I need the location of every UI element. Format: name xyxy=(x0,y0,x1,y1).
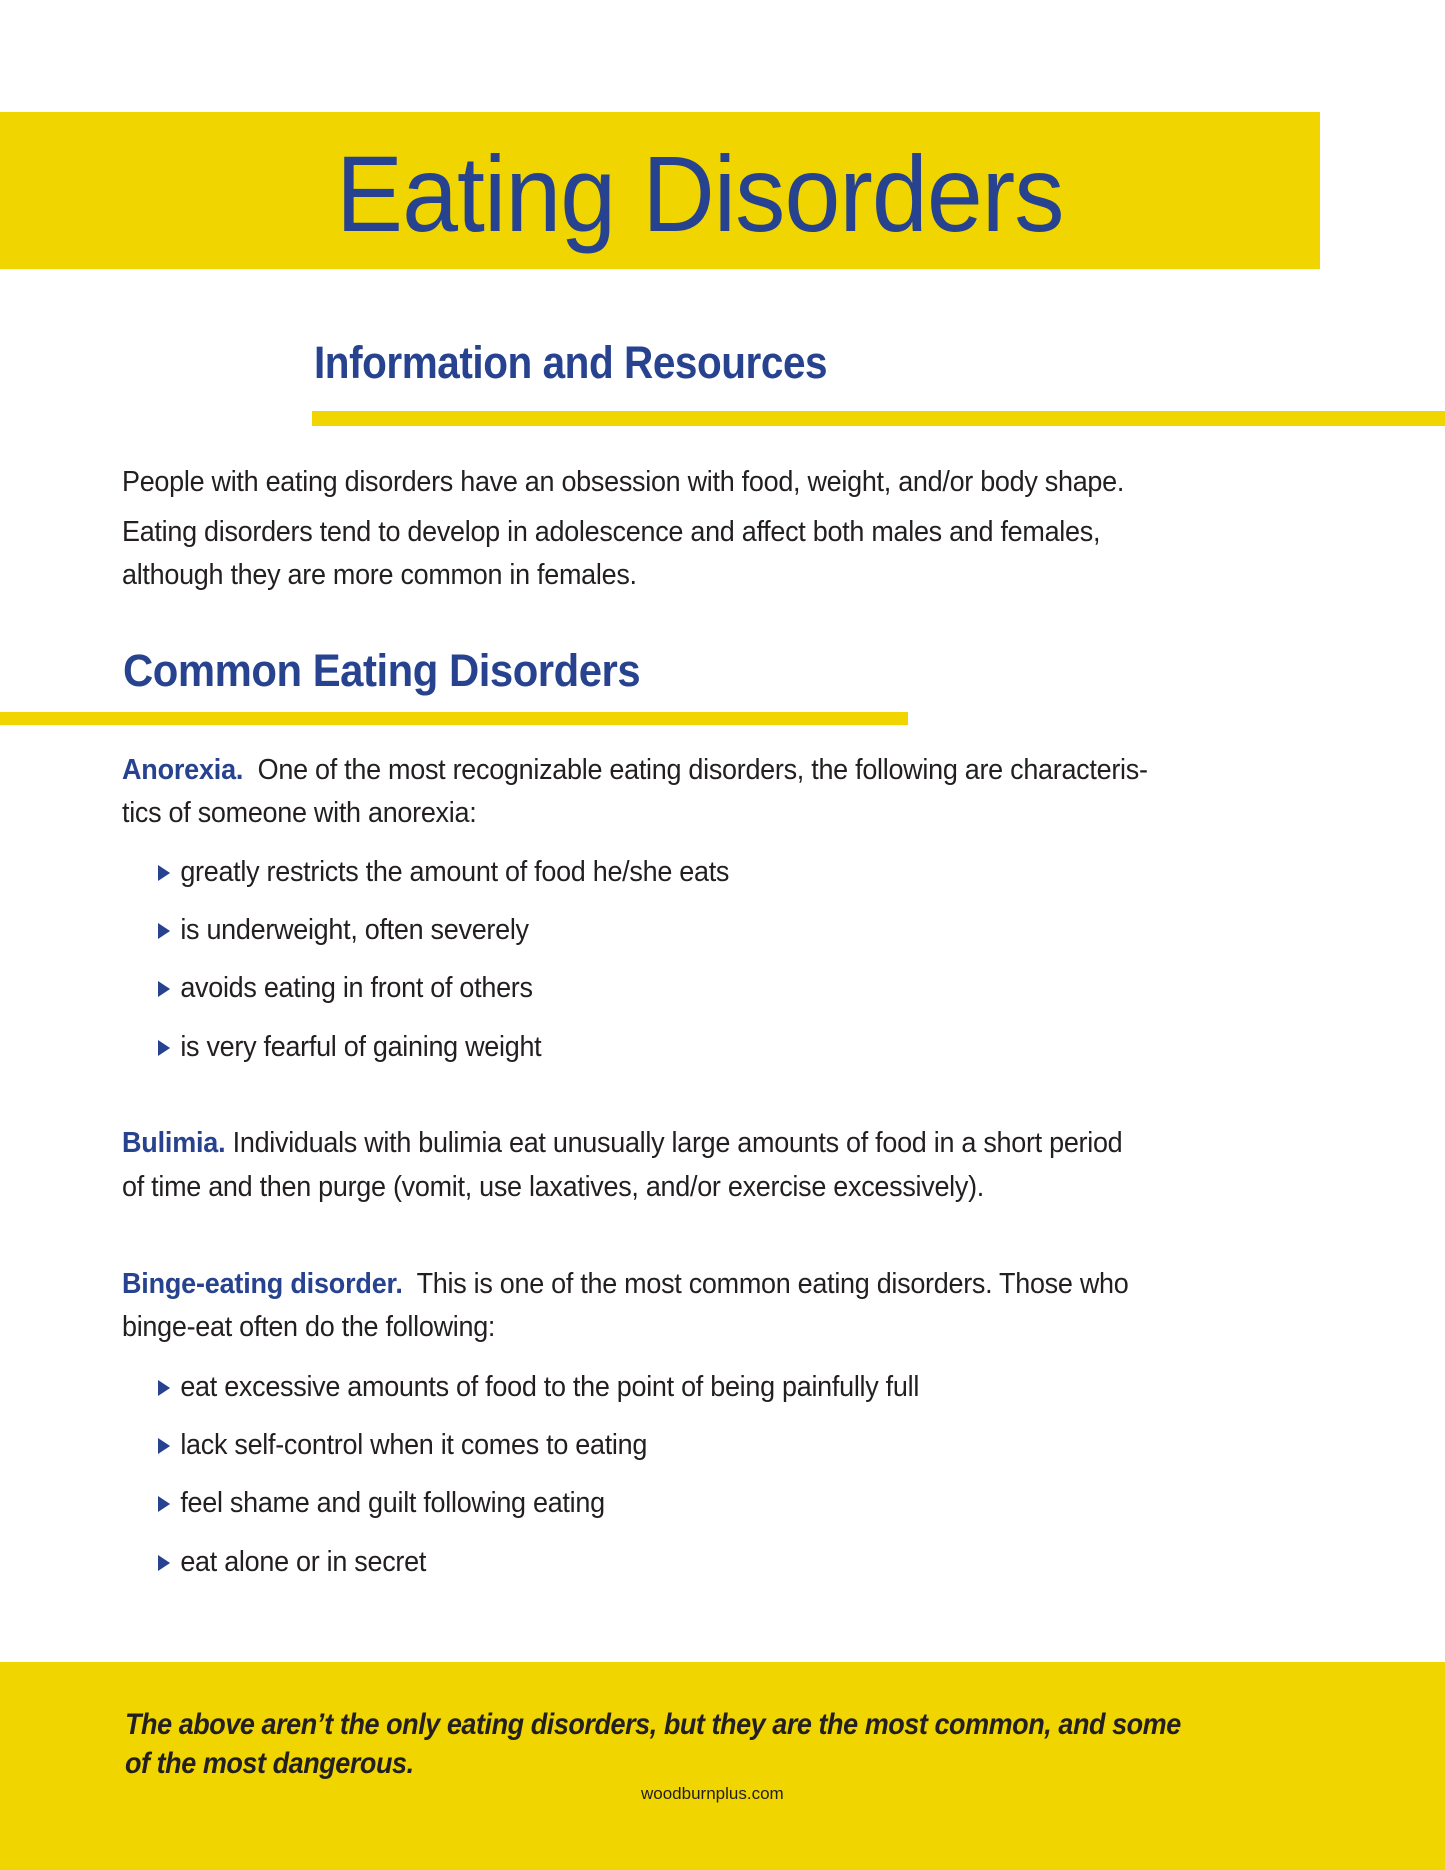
footer-note: The above aren’t the only eating disorders, but they are the most common, and some xyxy=(125,1708,1181,1741)
list-item-text: eat alone or in secret xyxy=(180,1546,427,1578)
subtitle: Information and Resources xyxy=(314,337,828,388)
footer-note: of the most dangerous. xyxy=(125,1747,414,1780)
list-item-text: feel shame and guilt following eating xyxy=(180,1487,605,1519)
triangle-right-icon xyxy=(158,1496,170,1512)
list-item xyxy=(158,1485,605,1521)
section-divider xyxy=(0,712,908,725)
list-item-text: is very fearful of gaining weight xyxy=(180,1031,542,1063)
list-item-text: eat excessive amounts of food to the point of being painfully full xyxy=(180,1371,920,1403)
subtitle-divider xyxy=(312,411,1445,426)
list-item xyxy=(158,854,729,890)
disorder-term: Binge-eating disorder. xyxy=(122,1268,403,1300)
disorder-text: of time and then purge (vomit, use laxatives, and/or exercise excessively). xyxy=(122,1171,985,1203)
triangle-right-icon xyxy=(158,865,170,881)
disorder-text: This is one of the most common eating disorders. Those who xyxy=(416,1268,1129,1300)
disorder-term: Bulimia. xyxy=(122,1127,226,1159)
disorder-intro-line xyxy=(122,1266,1128,1302)
intro-line: People with eating disorders have an obsession with food, weight, and/or body shape. xyxy=(122,466,1125,498)
site-credit: woodburnplus.com xyxy=(641,1784,784,1803)
triangle-right-icon xyxy=(158,923,170,939)
triangle-right-icon xyxy=(158,1380,170,1396)
triangle-right-icon xyxy=(158,1040,170,1056)
triangle-right-icon xyxy=(158,981,170,997)
list-item-text: is underweight, often severely xyxy=(180,914,529,946)
disorder-term: Anorexia. xyxy=(122,754,244,786)
list-item xyxy=(158,1369,919,1405)
triangle-right-icon xyxy=(158,1438,170,1454)
list-item xyxy=(158,1427,647,1463)
list-item-text: lack self-control when it comes to eating xyxy=(180,1429,648,1461)
disorder-text: Individuals with bulimia eat unusually large amounts of food in a short period xyxy=(232,1127,1123,1159)
list-item xyxy=(158,912,529,948)
disorder-text: tics of someone with anorexia: xyxy=(122,797,477,829)
intro-line: although they are more common in females. xyxy=(122,559,637,591)
page-title: Eating Disorders xyxy=(336,133,1064,254)
intro-line: Eating disorders tend to develop in adolescence and affect both males and females, xyxy=(122,516,1101,548)
list-item-text: greatly restricts the amount of food he/she eats xyxy=(180,856,730,888)
list-item xyxy=(158,1544,426,1580)
disorder-intro-line xyxy=(122,1125,1122,1161)
list-item xyxy=(158,970,533,1006)
section-heading: Common Eating Disorders xyxy=(123,645,641,696)
triangle-right-icon xyxy=(158,1555,170,1571)
disorder-intro-line xyxy=(122,752,1148,788)
disorder-text: One of the most recognizable eating disorders, the following are characteris- xyxy=(257,754,1148,786)
list-item-text: avoids eating in front of others xyxy=(180,972,533,1004)
list-item xyxy=(158,1029,541,1065)
disorder-text: binge-eat often do the following: xyxy=(122,1311,496,1343)
